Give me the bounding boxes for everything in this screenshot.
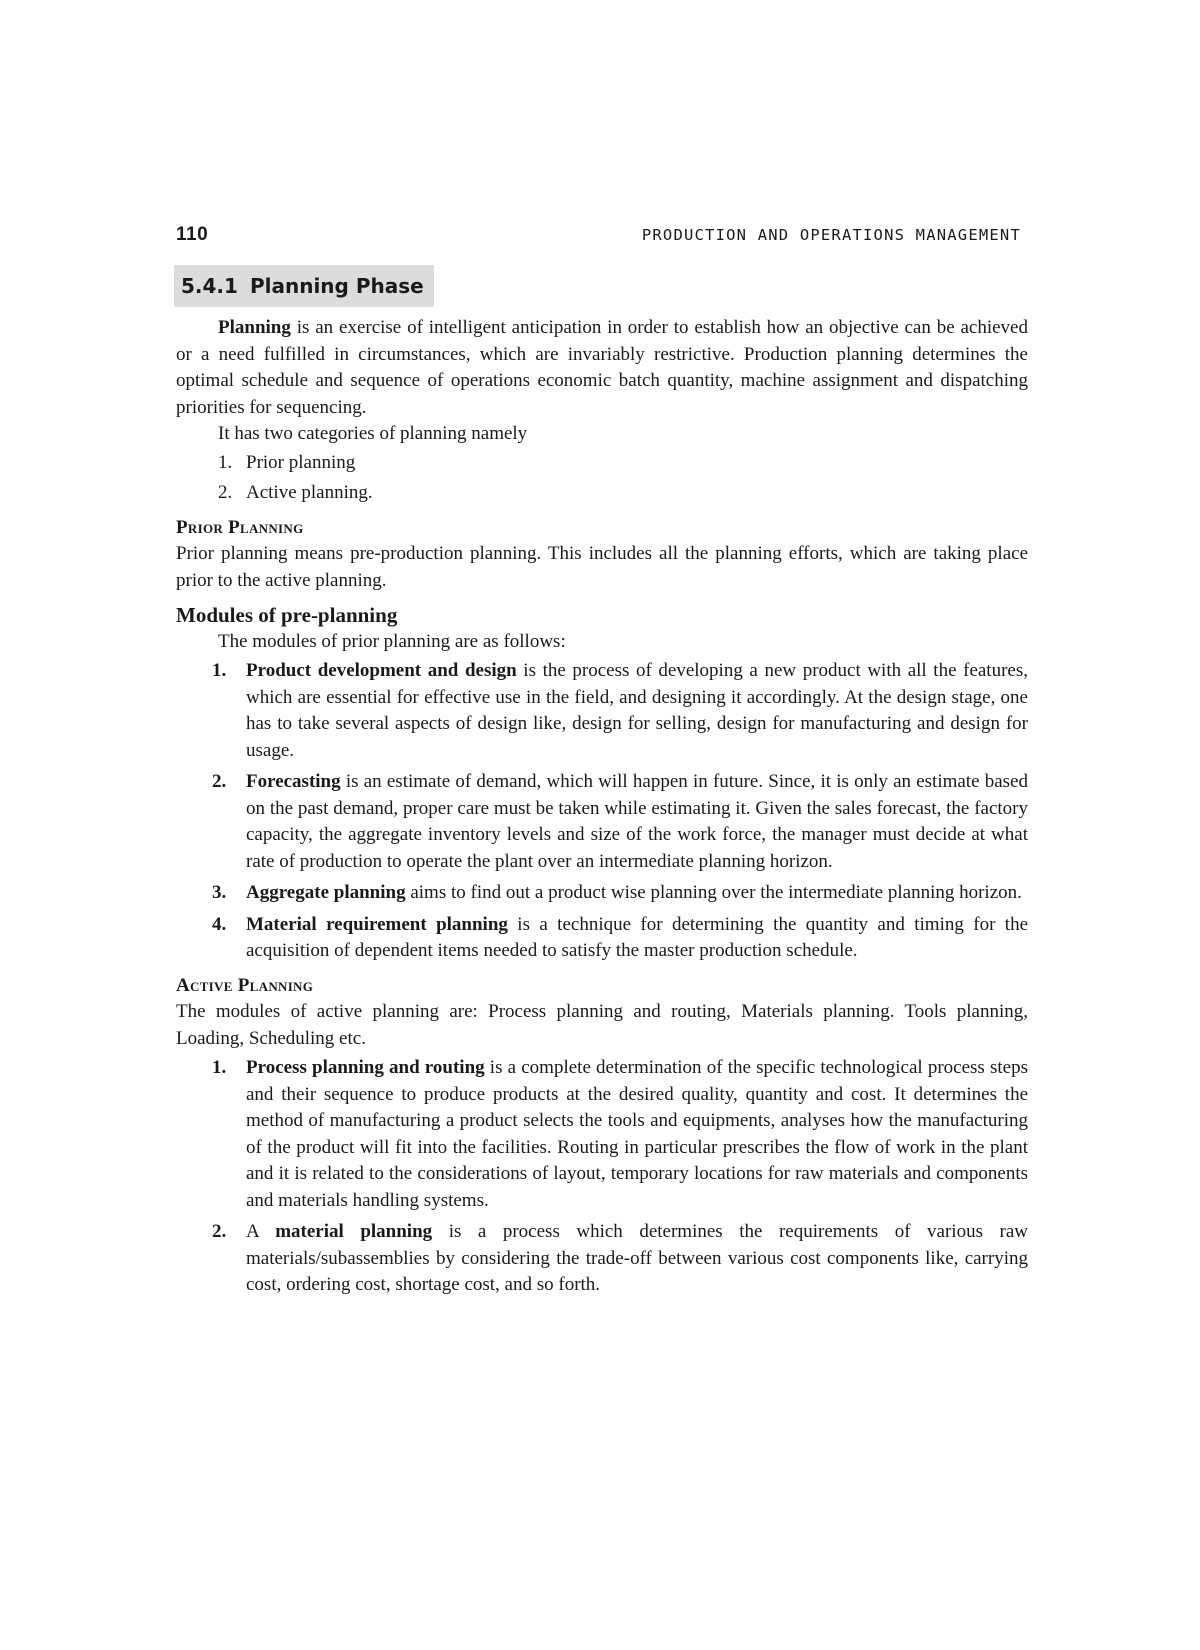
list-item-lead: A xyxy=(246,1221,276,1242)
list-item-text: is a complete determination of the specific technological process steps and their sequence to produce products at the desired quality, quantity and cost. It determines the method of manufacturing a product selects the tools and equipments, analyses how the manufacturing of the product will fit into the facilities. Routing in particular prescribes the flow of work in the plant and it is related to the considerations of layout, temporary locations for raw materials and components and materials handling systems. xyxy=(246,1057,1028,1211)
book-title: PRODUCTION AND OPERATIONS MANAGEMENT xyxy=(641,226,1021,244)
list-item-text: Prior planning xyxy=(246,451,356,473)
list-item-number: 2. xyxy=(212,771,227,792)
prior-modules-list xyxy=(176,658,1028,965)
intro-paragraph xyxy=(176,315,1028,421)
section-number: 5.4.1 xyxy=(181,274,238,298)
list-item-number: 2. xyxy=(218,482,233,503)
list-item-number: 4. xyxy=(212,913,227,935)
page-number: 110 xyxy=(176,224,209,245)
intro-text: is an exercise of intelligent anticipation in order to establish how an objective can be achieved or a need fulfilled in circumstances, which are invariably restrictive. Production planning determines the optimal schedule and sequence of operations economic batch quantity, machine assignment and dispatching priorities for sequencing. xyxy=(176,317,1028,418)
active-planning-paragraph: The modules of active planning are: Process planning and routing, Materials planning. Tools planning, Loading, Scheduling etc. xyxy=(176,1001,1028,1049)
active-modules-list xyxy=(176,1055,1028,1299)
list-item-text: Active planning. xyxy=(246,482,373,503)
list-item-text: is the process of developing a new product with all the features, which are essential for effective use in the field, and designing it accordingly. At the design stage, one has to take several aspects of design like, design for selling, design for manufacturing and design for usage. xyxy=(246,660,1028,761)
list-item-term: Forecasting xyxy=(246,771,341,792)
list-item-term: Product development and design xyxy=(246,660,517,681)
intro-lead-term: Planning xyxy=(218,317,291,338)
list-item-text: is an estimate of demand, which will happen in future. Since, it is only an estimate based on the past demand, proper care must be taken while estimating it. Given the sales forecast, the factory capacity, the aggregate inventory levels and size of the work force, the manager must decide at what rate of production to operate the plant over an intermediate planning horizon. xyxy=(246,771,1028,872)
list-item xyxy=(176,658,1028,764)
list-item-number: 1. xyxy=(212,660,227,681)
section-title: Planning Phase xyxy=(249,274,424,298)
modules-intro: The modules of prior planning are as follows: xyxy=(218,630,566,652)
list-item-number: 2. xyxy=(212,1221,227,1242)
list-item xyxy=(176,480,1028,507)
list-item-text: is a process which determines the requirements of various raw materials/subassemblies by considering the trade-off between various cost components like, carrying cost, ordering cost, shortage cost, and so forth. xyxy=(246,1221,1028,1295)
list-item xyxy=(176,769,1028,875)
list-item xyxy=(176,450,1028,477)
body-content xyxy=(176,315,1028,1304)
list-item-number: 1. xyxy=(218,451,233,473)
list-item-text: aims to find out a product wise planning over the intermediate planning horizon. xyxy=(405,882,1022,903)
list-item-term: material planning xyxy=(275,1221,433,1242)
modules-heading: Modules of pre-planning xyxy=(176,603,398,627)
list-item-term: Material requirement planning xyxy=(246,913,508,935)
list-item xyxy=(176,912,1028,965)
list-item xyxy=(176,1219,1028,1299)
running-head xyxy=(176,222,1021,249)
section-heading xyxy=(181,273,424,299)
categories-line: It has two categories of planning namely xyxy=(218,423,528,444)
list-item-term: Process planning and routing xyxy=(246,1057,485,1078)
list-item-text: is a technique for determining the quantity and timing for the acquisition of dependent items needed to satisfy the master production schedule. xyxy=(246,913,1028,961)
active-planning-heading: Active Planning xyxy=(176,974,314,996)
list-item xyxy=(176,880,1028,907)
list-item-number: 1. xyxy=(212,1057,227,1078)
list-item-term: Aggregate planning xyxy=(246,882,406,903)
list-item-number: 3. xyxy=(212,882,227,903)
categories-list xyxy=(176,450,1028,507)
list-item xyxy=(176,1055,1028,1214)
prior-planning-paragraph: Prior planning means pre-production planning. This includes all the planning efforts, which are taking place prior to the active planning. xyxy=(176,543,1028,591)
prior-planning-heading: Prior Planning xyxy=(176,516,304,538)
